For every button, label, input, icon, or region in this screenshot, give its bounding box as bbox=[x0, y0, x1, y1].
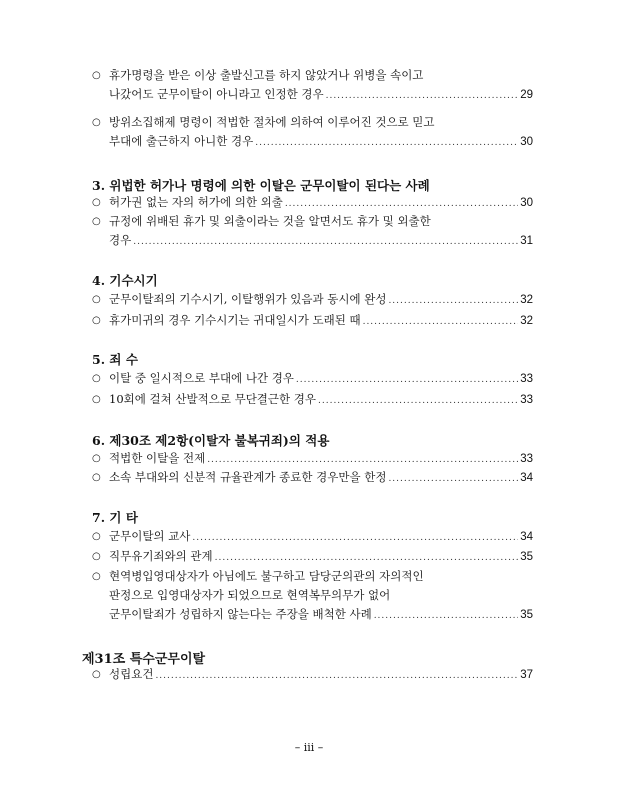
page-number: 35 bbox=[520, 551, 533, 563]
dot-leader bbox=[318, 392, 518, 411]
page-number: 35 bbox=[520, 609, 533, 621]
page-number: 31 bbox=[520, 235, 533, 247]
section-heading: 4. 기수시기 bbox=[92, 273, 158, 288]
toc-entry-text: 규정에 위배된 휴가 및 외출이라는 것을 알면서도 휴가 및 외출한 bbox=[109, 214, 431, 228]
toc-entry-text: 방위소집해제 명령이 적법한 절차에 의하여 이루어진 것으로 믿고 bbox=[109, 115, 435, 129]
article-heading: 제31조 특수군무이탈 bbox=[82, 652, 206, 667]
toc-entry-text: 이탈 중 일시적으로 부대에 나간 경우 bbox=[109, 371, 294, 385]
page-number: 33 bbox=[520, 453, 533, 465]
toc-entry-text: 군무이탈의 교사 bbox=[109, 529, 191, 543]
toc-entry bbox=[92, 369, 533, 390]
section-heading: 5. 죄 수 bbox=[92, 352, 138, 367]
toc-entry-text: 10회에 걸쳐 산발적으로 무단결근한 경우 bbox=[109, 392, 316, 406]
toc-entry bbox=[92, 212, 533, 252]
dot-leader bbox=[155, 667, 518, 686]
page-number: 37 bbox=[520, 669, 533, 681]
page-number: 33 bbox=[520, 394, 533, 406]
bullet-icon: ○ bbox=[92, 394, 101, 405]
dot-leader bbox=[363, 313, 519, 332]
dot-leader bbox=[374, 607, 519, 626]
toc-entry bbox=[92, 66, 533, 106]
bullet-icon: ○ bbox=[92, 472, 101, 483]
dot-leader bbox=[388, 470, 518, 489]
bullet-icon: ○ bbox=[92, 315, 101, 326]
dot-leader bbox=[388, 292, 518, 311]
page-number: 30 bbox=[520, 197, 533, 209]
page-number: 32 bbox=[520, 315, 533, 327]
bullet-icon: ○ bbox=[92, 453, 101, 464]
page-number: 29 bbox=[520, 89, 533, 101]
bullet-icon: ○ bbox=[92, 117, 101, 128]
toc-entry bbox=[92, 468, 533, 489]
toc-entry-text: 군무이탈죄가 성립하지 않는다는 주장을 배척한 사례 bbox=[109, 607, 372, 621]
toc-entry bbox=[92, 390, 533, 411]
page-number: 34 bbox=[520, 472, 533, 484]
toc-entry bbox=[92, 449, 533, 470]
toc-entry-text: 성립요건 bbox=[109, 667, 154, 681]
dot-leader bbox=[296, 371, 518, 390]
dot-leader bbox=[215, 549, 519, 568]
toc-entry-text: 부대에 출근하지 아니한 경우 bbox=[109, 134, 254, 148]
bullet-icon: ○ bbox=[92, 669, 101, 680]
dot-leader bbox=[133, 233, 518, 252]
section-heading: 7. 기 타 bbox=[92, 510, 138, 525]
page-number: 33 bbox=[520, 373, 533, 385]
dot-leader bbox=[192, 529, 518, 548]
section-heading: 3. 위법한 허가나 명령에 의한 이탈은 군무이탈이 된다는 사례 bbox=[92, 178, 430, 193]
toc-entry-text: 군무이탈죄의 기수시기, 이탈행위가 있음과 동시에 완성 bbox=[109, 292, 387, 306]
toc-entry-text: 적법한 이탈을 전제 bbox=[109, 451, 206, 465]
bullet-icon: ○ bbox=[92, 571, 101, 582]
toc-entry-text: 현역병입영대상자가 아님에도 불구하고 담당군의관의 자의적인 bbox=[109, 569, 424, 583]
toc-entry bbox=[92, 547, 533, 568]
bullet-icon: ○ bbox=[92, 216, 101, 227]
bullet-icon: ○ bbox=[92, 294, 101, 305]
page-number: 34 bbox=[520, 531, 533, 543]
dot-leader bbox=[326, 87, 519, 106]
toc-entry bbox=[92, 665, 533, 686]
section-heading: 6. 제30조 제2항(이탈자 불복귀죄)의 적용 bbox=[92, 433, 330, 448]
toc-entry bbox=[92, 311, 533, 332]
toc-entry-text: 나갔어도 군무이탈이 아니라고 인정한 경우 bbox=[109, 87, 324, 101]
toc-entry bbox=[92, 290, 533, 311]
toc-entry-text: 직무유기죄와의 관계 bbox=[109, 549, 213, 563]
toc-entry-text: 소속 부대와의 신분적 규율관계가 종료한 경우만을 한정 bbox=[109, 470, 387, 484]
toc-entry bbox=[92, 113, 533, 153]
bullet-icon: ○ bbox=[92, 373, 101, 384]
toc-entry-text: 휴가명령을 받은 이상 출발신고를 하지 않았거나 위병을 속이고 bbox=[109, 68, 424, 82]
dot-leader bbox=[255, 134, 518, 153]
toc-entry bbox=[92, 527, 533, 548]
page-number: 32 bbox=[520, 294, 533, 306]
toc-entry-text: 휴가미귀의 경우 기수시기는 귀대일시가 도래된 때 bbox=[109, 313, 361, 327]
bullet-icon: ○ bbox=[92, 551, 101, 562]
toc-entry-text: 허가권 없는 자의 허가에 의한 외출 bbox=[109, 195, 283, 209]
bullet-icon: ○ bbox=[92, 197, 101, 208]
toc-entry bbox=[92, 567, 533, 626]
toc-entry-text: 경우 bbox=[109, 233, 132, 247]
toc-entry bbox=[92, 193, 533, 214]
page-number: 30 bbox=[520, 136, 533, 148]
toc-entry-text: 판정으로 입영대상자가 되었으므로 현역복무의무가 없어 bbox=[109, 588, 391, 602]
bullet-icon: ○ bbox=[92, 531, 101, 542]
footer-page-number: – iii – bbox=[294, 741, 324, 754]
bullet-icon: ○ bbox=[92, 70, 101, 81]
